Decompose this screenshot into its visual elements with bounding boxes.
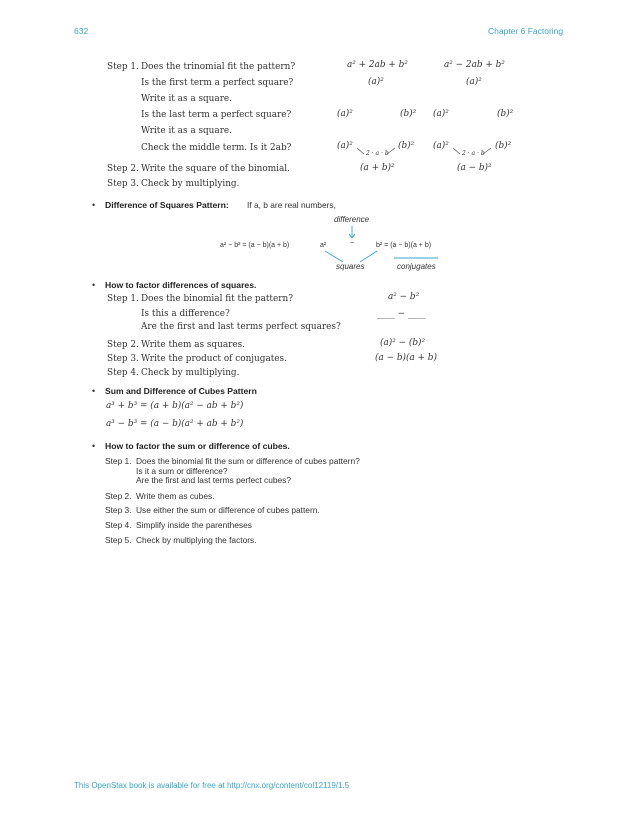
step-label: Step 2.: [105, 491, 132, 501]
step-text: Write the square of the binomial.: [141, 164, 290, 174]
arrow-squares-left: [325, 251, 343, 262]
bullet: •: [92, 200, 96, 210]
section-intro: If a, b are real numbers,: [247, 200, 336, 210]
question-text: Is the first term a perfect square?: [141, 78, 294, 88]
formula-sum-cubes: a³ + b³ = (a + b)(a² − ab + b²): [106, 401, 244, 411]
step-text: Does the binomial fit the pattern?: [141, 294, 293, 304]
formula-minus: a² − 2ab + b²: [444, 60, 505, 70]
step-label: Step 4.: [105, 520, 132, 530]
section-title: How to factor the sum or difference of cubes.: [105, 441, 290, 451]
step-text: Check by multiplying.: [141, 179, 240, 189]
question-text: Is the last term a perfect square?: [141, 110, 292, 120]
step-text: Use either the sum or difference of cubes pattern.: [136, 505, 320, 515]
middle-term: 2 · a · b: [462, 150, 485, 157]
math-expr: (a)²: [337, 141, 353, 151]
math-expr: (b)²: [497, 109, 514, 119]
math-expr: (a)²: [337, 109, 353, 119]
step-label: Step 1.: [107, 62, 139, 72]
step-label: Step 5.: [105, 535, 132, 545]
math-expr: (a)²: [433, 109, 449, 119]
question-text: Is this a difference?: [141, 309, 230, 319]
math-expr: (a)² − (b)²: [380, 338, 426, 348]
question-text: Check the middle term. Is it 2ab?: [141, 143, 292, 153]
label-difference: difference: [334, 215, 370, 224]
step-label: Step 3.: [107, 354, 139, 364]
section-title: How to factor differences of squares.: [105, 280, 257, 290]
math-expr: (a)²: [466, 77, 482, 87]
formula-minus: −: [350, 240, 355, 247]
math-expr: (a)²: [368, 77, 384, 87]
step-text: Write them as cubes.: [136, 491, 215, 501]
step-label: Step 2.: [107, 340, 139, 350]
step-text: Write the product of conjugates.: [141, 354, 287, 364]
math-expr: a² − b²: [388, 292, 420, 302]
formula-b-squared: b² = (a − b)(a + b): [376, 242, 432, 249]
formula-diff-cubes: a³ − b³ = (a − b)(a² + ab + b²): [106, 419, 244, 429]
math-expr: (a + b)²: [360, 163, 395, 173]
chapter-title: Chapter 6 Factoring: [488, 26, 564, 36]
step-label: Step 3.: [107, 179, 139, 189]
math-expr: (b)²: [400, 109, 417, 119]
math-expr: (a)²: [433, 141, 449, 151]
page-number: 632: [74, 26, 89, 36]
middle-term: 2 · a · b: [366, 150, 389, 157]
arrow-squares-right: [360, 251, 377, 262]
bullet: •: [92, 441, 96, 451]
math-expr: (a − b)(a + b): [375, 353, 437, 363]
formula-diff-squares: a² − b² = (a − b)(a + b): [220, 242, 290, 249]
section-title: Sum and Difference of Cubes Pattern: [105, 386, 257, 396]
bullet: •: [92, 386, 96, 396]
formula-plus: a² + 2ab + b²: [347, 60, 408, 70]
step-text: Check by multiplying.: [141, 368, 240, 378]
step-text: Write them as squares.: [141, 340, 245, 350]
step-text: Check by multiplying the factors.: [136, 535, 257, 545]
question-text: Write it as a square.: [141, 94, 233, 104]
step-subtext: Is it a sum or difference?: [136, 466, 228, 476]
step-label: Step 4.: [107, 368, 139, 378]
question-text: Are the first and last terms perfect squares?: [141, 322, 341, 332]
label-conjugates: conjugates: [397, 262, 436, 271]
label-squares: squares: [336, 262, 365, 271]
step-label: Step 1.: [105, 456, 132, 466]
bullet: •: [92, 280, 96, 290]
step-label: Step 1.: [107, 294, 139, 304]
formula-a-squared: a²: [320, 242, 327, 249]
step-text: Does the trinomial fit the pattern?: [141, 62, 296, 72]
math-expr: (a − b)²: [457, 163, 492, 173]
step-text: Does the binomial fit the sum or difference of cubes pattern?: [136, 456, 360, 466]
math-expr: (b)²: [495, 141, 512, 151]
step-label: Step 2.: [107, 164, 139, 174]
footer-link[interactable]: This OpenStax book is available for free at http://cnx.org/content/col12119/1.5: [74, 781, 350, 790]
step-label: Step 3.: [105, 505, 132, 515]
blank-difference: ____ − ____: [377, 309, 426, 319]
math-expr: (b)²: [398, 141, 415, 151]
step-subtext: Are the first and last terms perfect cubes?: [136, 475, 292, 485]
step-text: Simplify inside the parentheses: [136, 520, 252, 530]
section-title: Difference of Squares Pattern:: [105, 200, 229, 210]
question-text: Write it as a square.: [141, 126, 233, 136]
